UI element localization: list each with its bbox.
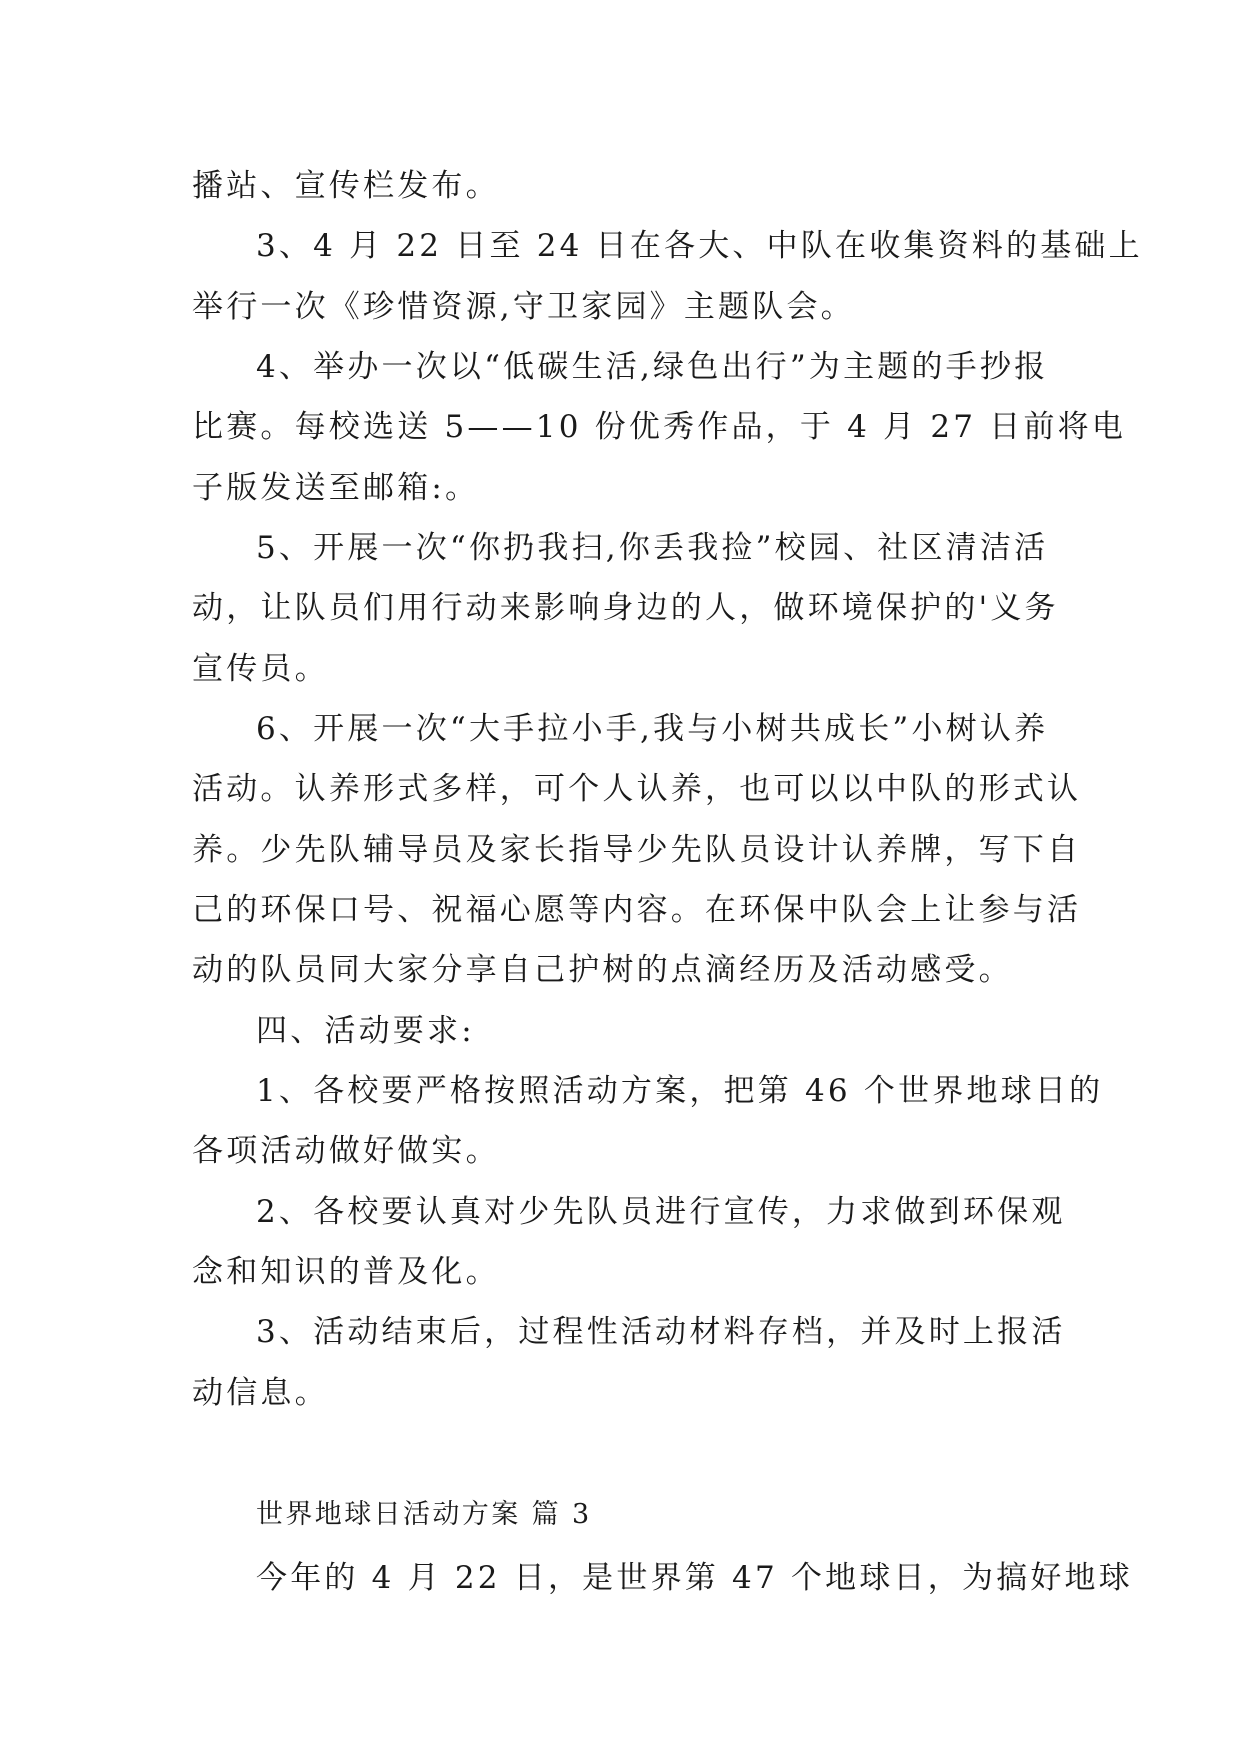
text-line: 子版发送至邮箱:。 (192, 470, 480, 506)
text-line: 播站、宣传栏发布。 (192, 168, 500, 204)
text-line: 动，让队员们用行动来影响身边的人，做环境保护的'义务 (192, 590, 1059, 626)
text-line: 5、开展一次“你扔我扫,你丢我捡”校园、社区清洁活 (256, 530, 1049, 566)
text-line: 四、活动要求: (256, 1013, 475, 1049)
text-line: 2、各校要认真对少先队员进行宣传，力求做到环保观 (256, 1194, 1066, 1230)
text-line: 己的环保口号、祝福心愿等内容。在环保中队会上让参与活 (192, 892, 1082, 928)
text-line: 宣传员。 (192, 651, 329, 687)
text-line: 6、开展一次“大手拉小手,我与小树共成长”小树认养 (256, 711, 1049, 747)
text-line: 念和知识的普及化。 (192, 1254, 500, 1290)
text-line: 举行一次《珍惜资源,守卫家园》主题队会。 (192, 289, 855, 325)
text-line: 各项活动做好做实。 (192, 1133, 500, 1169)
text-line: 4、举办一次以“低碳生活,绿色出行”为主题的手抄报 (256, 349, 1049, 385)
section-heading: 世界地球日活动方案 篇 3 (256, 1499, 592, 1530)
text-line: 活动。认养形式多样，可个人认养，也可以以中队的形式认 (192, 771, 1082, 807)
text-line: 动的队员同大家分享自己护树的点滴经历及活动感受。 (192, 952, 1013, 988)
text-line: 3、4 月 22 日至 24 日在各大、中队在收集资料的基础上 (256, 228, 1143, 264)
text-line: 动信息。 (192, 1375, 329, 1411)
text-line: 1、各校要严格按照活动方案，把第 46 个世界地球日的 (256, 1073, 1104, 1109)
text-line: 3、活动结束后，过程性活动材料存档，并及时上报活 (256, 1314, 1066, 1350)
text-line: 今年的 4 月 22 日，是世界第 47 个地球日，为搞好地球 (256, 1560, 1133, 1596)
text-line: 养。少先队辅导员及家长指导少先队员设计认养牌，写下自 (192, 832, 1082, 868)
text-line: 比赛。每校选送 5——10 份优秀作品，于 4 月 27 日前将电 (192, 409, 1127, 445)
